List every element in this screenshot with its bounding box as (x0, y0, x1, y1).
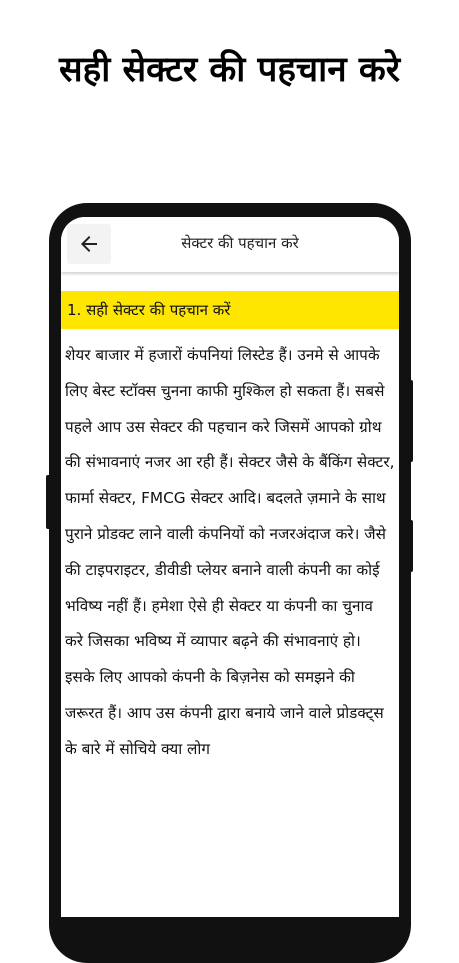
phone-screen (61, 217, 399, 917)
app-bar (61, 217, 399, 272)
section-heading: 1. सही सेक्टर की पहचान करें (61, 291, 399, 329)
phone-side-button (408, 520, 413, 572)
app-bar-title: सेक्टर की पहचान करे (181, 234, 299, 252)
arrow-left-icon (77, 232, 101, 256)
phone-side-button (46, 475, 51, 529)
phone-side-button (408, 380, 413, 462)
promo-headline: सही सेक्टर की पहचान करे (58, 50, 401, 90)
back-button[interactable] (67, 224, 111, 264)
article-body: शेयर बाजार में हजारों कंपनियां लिस्टेड हैं। उनमे से आपके लिए बेस्ट स्टॉक्स चुनना काफी मुश्किल हो सकता हैं। सबसे पहले आप उस सेक्टर की पहचान करे जिसमें आपको ग्रोथ की संभावनाएं नजर आ रही हैं। सेक्टर जैसे के बैंकिंग सेक्टर, फार्मा सेक्टर, FMCG सेक्टर आदि। बदलते ज़माने के साथ पुराने प्रोडक्ट लाने वाली कंपनियों को नजरअंदाज करे। जैसे की टाइपराइटर, डीवीडी प्लेयर बनाने वाली कंपनी का कोई भविष्य नहीं हैं। हमेशा ऐसे ही सेक्टर या कंपनी का चुनाव करे जिसका भविष्य में व्यापार बढ़ने की संभावनाएं हो। इसके लिए आपको कंपनी के बिज़नेस को समझने की जरूरत हैं। आप उस कंपनी द्वारा बनाये जाने वाले प्रोडक्ट्स के बारे में सोचिये क्या लोग (65, 346, 395, 758)
